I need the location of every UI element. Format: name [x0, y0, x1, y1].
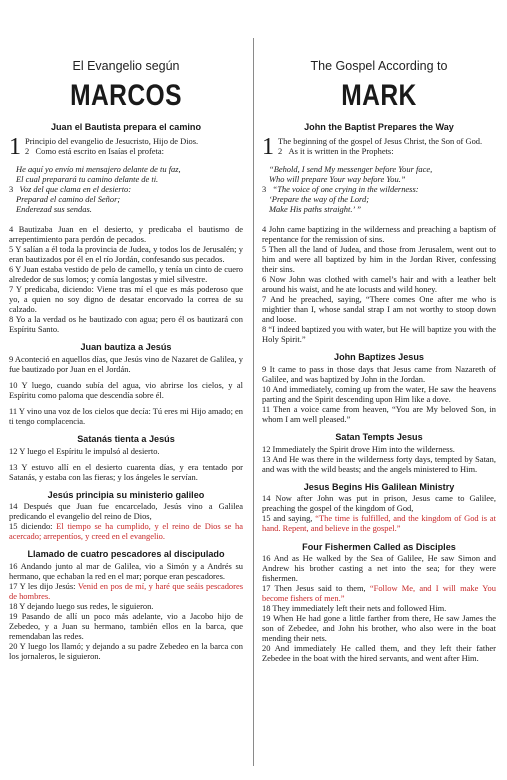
spanish-verse-19: 19 Pasando de allí un poco más adelante, vio a Jacobo hijo de Zebedeo, y a Juan su hermano, también ellos en la barca, que remendaban las redes.: [9, 611, 243, 642]
english-verse-18: 18 They immediately left their nets and followed Him.: [262, 603, 447, 614]
spanish-book-title: MARCOS: [70, 79, 182, 112]
spanish-verse-18: 18 Y dejando luego sus redes, le siguieron.: [9, 601, 154, 612]
english-verse-17-words-of-jesus: “Follow Me, and I will make You become fishers of men.”: [262, 583, 496, 604]
english-verse-11: 11 Then a voice came from heaven, “You are My beloved Son, in whom I am well pleased.”: [262, 404, 496, 425]
english-heading-1: John the Baptist Prepares the Way: [304, 122, 454, 132]
english-verse-17: [262, 583, 496, 603]
spanish-verse-16: 16 Andando junto al mar de Galilea, vio a Simón y a Andrés su hermano, que echaban la red en el mar; porque eran pescadores.: [9, 560, 243, 581]
spanish-poem-line-3: Voz del que clama en el desierto:: [19, 183, 132, 194]
spanish-verse-1-text: Principio del evangelio de Jesucristo, Hijo de Dios.: [25, 135, 199, 146]
spanish-heading-4: Jesús principia su ministerio galileo: [47, 489, 205, 500]
spanish-verse-17: [9, 581, 243, 601]
english-poem-line-4: ‘Prepare the way of the Lord;: [269, 193, 370, 204]
english-verse-6: 6 Now John was clothed with camel’s hair and with a leather belt around his waist, and he ate locusts and wild honey.: [262, 274, 496, 295]
spanish-verse-7: 7 Y predicaba, diciendo: Viene tras mí el que es más poderoso que yo, a quien no soy digno de desatar encorvado la correa de su calzado.: [9, 284, 243, 315]
english-verse-9: 9 It came to pass in those days that Jesus came from Nazareth of Galilee, and was baptized by John in the Jordan.: [262, 363, 496, 384]
verse-number: 2: [25, 145, 30, 156]
spanish-subtitle: El Evangelio según: [72, 59, 180, 73]
english-verse-7: 7 And he preached, saying, “There comes One after me who is mightier than I, whose sandal strap I am not worthy to stoop down and loose.: [262, 294, 496, 325]
spanish-verse-11: 11 Y vino una voz de los cielos que decía: Tú eres mi Hijo amado; en ti tengo complacencia.: [9, 406, 243, 427]
english-heading-4: Jesus Begins His Galilean Ministry: [303, 481, 455, 492]
column-divider: [253, 38, 254, 766]
english-verse-14: 14 Now after John was put in prison, Jesus came to Galilee, preaching the gospel of the kingdom of God,: [262, 493, 496, 514]
chapter-number: 1: [9, 133, 21, 160]
spanish-verse-2: [9, 146, 243, 156]
english-verse-13: 13 And He was there in the wilderness forty days, tempted by Satan, and was with the wild beasts; and the angels ministered to Him.: [262, 453, 496, 474]
english-verse-19: 19 When He had gone a little farther from there, He saw James the son of Zebedee, and John his brother, who also were in the boat mending their nets.: [262, 613, 496, 644]
spanish-verse-4: 4 Bautizaba Juan en el desierto, y predicaba el bautismo de arrepentimiento para perdón de pecados.: [9, 223, 243, 244]
english-verse-16: 16 And as He walked by the Sea of Galilee, He saw Simon and Andrew his brother casting a net into the sea; for they were fishermen.: [262, 553, 496, 584]
spanish-section-4: [9, 490, 243, 542]
spanish-heading-1: Juan el Bautista prepara el camino: [50, 122, 202, 132]
spanish-verse-3: [9, 184, 243, 194]
english-verse-12: 12 Immediately the Spirit drove Him into the wilderness.: [262, 443, 455, 454]
spanish-section-3: [9, 434, 243, 482]
english-section-5: [262, 542, 496, 664]
verse-number: 2: [278, 145, 283, 156]
spanish-section-2: [9, 342, 243, 426]
english-verse-2: [262, 146, 496, 156]
spanish-verse-6: 6 Y Juan estaba vestido de pelo de camello, y tenía un cinto de cuero alrededor de sus lomos; y comía langostas y miel silvestre.: [9, 264, 243, 285]
english-book-title: MARK: [341, 79, 417, 112]
spanish-verse-15-words-of-jesus: El tiempo se ha cumplido, y el reino de Dios se ha acercado; arrepentíos, y creed en el evangelio.: [9, 521, 243, 542]
verse-number: 3: [262, 183, 267, 194]
spanish-verse-10: 10 Y luego, cuando subía del agua, vio abrirse los cielos, y al Espíritu como paloma que descendía sobre él.: [9, 379, 243, 400]
spanish-verse-5: 5 Y salían a él toda la provincia de Judea, y todos los de Jerusalén; y eran bautizados por él en el río Jordán, confesando sus pecados.: [9, 243, 243, 264]
english-verse-17-text: 17 Then Jesus said to them,: [262, 583, 370, 594]
english-verse-8: 8 “I indeed baptized you with water, but He will baptize you with the Holy Spirit.”: [262, 324, 496, 345]
english-verse-2-text: As it is written in the Prophets:: [288, 145, 394, 156]
english-section-1: [262, 122, 496, 344]
spanish-verse-9: 9 Aconteció en aquellos días, que Jesús vino de Nazaret de Galilea, y fue bautizado por Juan en el Jordán.: [9, 353, 243, 374]
spanish-heading-5: Llamado de cuatro pescadores al discipulado: [27, 549, 225, 560]
spanish-poem-line-5: Enderezad sus sendas.: [16, 203, 92, 214]
spanish-verse-15: [9, 521, 243, 541]
english-verse-20: 20 And immediately He called them, and they left their father Zebedee in the boat with the hired servants, and went after Him.: [262, 643, 496, 664]
english-verse-4: 4 John came baptizing in the wilderness and preaching a baptism of repentance for the remission of sins.: [262, 223, 496, 244]
english-poem-line-5: Make His paths straight.’ ”: [269, 203, 362, 214]
english-section-3: [262, 432, 496, 474]
spanish-verse-15-text: 15 diciendo:: [9, 521, 57, 532]
spanish-verse-8: 8 Yo a la verdad os he bautizado con agua; pero él os bautizará con Espíritu Santo.: [9, 314, 243, 335]
spanish-verse-12: 12 Y luego el Espíritu le impulsó al desierto.: [9, 445, 160, 456]
spanish-poem-line-2: El cual preparará tu camino delante de ti.: [16, 173, 159, 184]
spanish-poem-line-4: Preparad el camino del Señor;: [16, 193, 121, 204]
english-heading-2: John Baptizes Jesus: [334, 352, 424, 363]
spanish-verse-13: 13 Y estuvo allí en el desierto cuarenta días, y era tentado por Satanás, y estaba con las fieras; y los ángeles le servían.: [9, 461, 243, 482]
spanish-heading-3: Satanás tienta a Jesús: [77, 434, 175, 445]
spanish-verse-2-text: Como está escrito en Isaías el profeta:: [35, 145, 164, 156]
chapter-number: 1: [262, 133, 274, 160]
english-verse-15-text: 15 and saying,: [262, 513, 316, 524]
english-verse-15-words-of-jesus: “The time is fulfilled, and the kingdom of God is at hand. Repent, and believe in the gospel.”: [262, 513, 496, 534]
english-header: [262, 58, 496, 113]
english-verse-1-text: The beginning of the gospel of Jesus Christ, the Son of God.: [278, 135, 483, 146]
english-poem-line-2: Who will prepare Your way before You.”: [269, 173, 406, 184]
spanish-poem-line-1: He aquí yo envío mi mensajero delante de tu faz,: [16, 163, 181, 174]
english-poem-line-1: “Behold, I send My messenger before Your face,: [269, 163, 433, 174]
english-poem-line-3: “The voice of one crying in the wilderness:: [272, 183, 419, 194]
english-column: [262, 58, 496, 664]
english-heading-5: Four Fishermen Called as Disciples: [302, 541, 456, 552]
spanish-header: [9, 58, 243, 113]
spanish-section-1: [9, 122, 243, 334]
spanish-section-5: [9, 549, 243, 661]
english-verse-5: 5 Then all the land of Judea, and those from Jerusalem, went out to him and were all baptized by him in the Jordan River, confessing their sins.: [262, 243, 496, 275]
verse-number: 3: [9, 183, 14, 194]
spanish-verse-17-text: 17 Y les dijo Jesús:: [9, 581, 78, 592]
english-section-2: [262, 352, 496, 424]
english-section-4: [262, 482, 496, 534]
spanish-verse-14: 14 Después que Juan fue encarcelado, Jesús vino a Galilea predicando el evangelio del reino de Dios,: [9, 501, 243, 522]
spanish-verse-17-words-of-jesus: Venid en pos de mí, y haré que seáis pescadores de hombres.: [9, 581, 243, 602]
spanish-heading-2: Juan bautiza a Jesús: [80, 342, 172, 353]
english-verse-10: 10 And immediately, coming up from the water, He saw the heavens parting and the Spirit descending upon Him like a dove.: [262, 383, 496, 405]
english-verse-3: [262, 184, 496, 194]
english-verse-15: [262, 513, 496, 533]
english-heading-3: Satan Tempts Jesus: [335, 432, 423, 443]
english-subtitle: The Gospel According to: [310, 59, 448, 73]
spanish-column: [9, 58, 243, 661]
spanish-verse-20: 20 Y luego los llamó; y dejando a su padre Zebedeo en la barca con los jornaleros, le siguieron.: [9, 641, 243, 662]
